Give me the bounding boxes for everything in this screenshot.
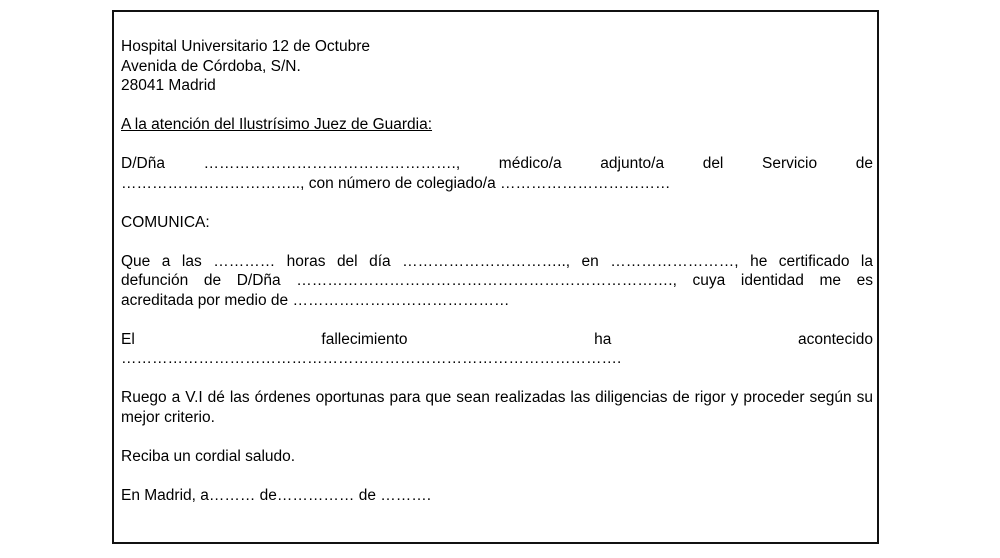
comunica-heading: COMUNICA: xyxy=(121,213,210,231)
doctor-paragraph xyxy=(121,154,873,193)
attention-heading: A la atención del Ilustrísimo Juez de Guardia: xyxy=(121,116,433,133)
death-certificate-paragraph xyxy=(121,252,873,311)
address-hospital: Hospital Universitario 12 de Octubre xyxy=(121,38,370,55)
death-line-1: Que a las ………… horas del día ………………………….., en ……………………, he certificado la xyxy=(121,252,873,270)
request-paragraph: Ruego a V.I dé las órdenes oportunas para que sean realizadas las diligencias de rigor y proceder según su mejor criterio. xyxy=(121,389,873,426)
occurred-line-1: El fallecimiento ha acontecido xyxy=(121,330,873,348)
occurred-paragraph xyxy=(121,330,873,369)
address-block xyxy=(121,37,873,96)
document-body xyxy=(121,37,873,505)
place-date-line: En Madrid, a……… de…………… de ………. xyxy=(121,486,432,504)
address-street: Avenida de Córdoba, S/N. xyxy=(121,57,301,75)
occurred-line-2: ……………………………………………………………………………………. xyxy=(121,350,622,367)
doctor-line-1: D/Dña …………………………………………., médico/a adjunto/a del Servicio de xyxy=(121,155,873,172)
closing-greeting: Reciba un cordial saludo. xyxy=(121,447,296,465)
address-city: 28041 Madrid xyxy=(121,77,216,94)
death-line-3: acreditada por medio de …………………………………… xyxy=(121,291,510,309)
doctor-line-2: …………………………….., con número de colegiado/a …………………………… xyxy=(121,174,671,192)
death-line-2: defunción de D/Dña ………………………………………………………………., cuya identidad me es xyxy=(121,272,873,289)
